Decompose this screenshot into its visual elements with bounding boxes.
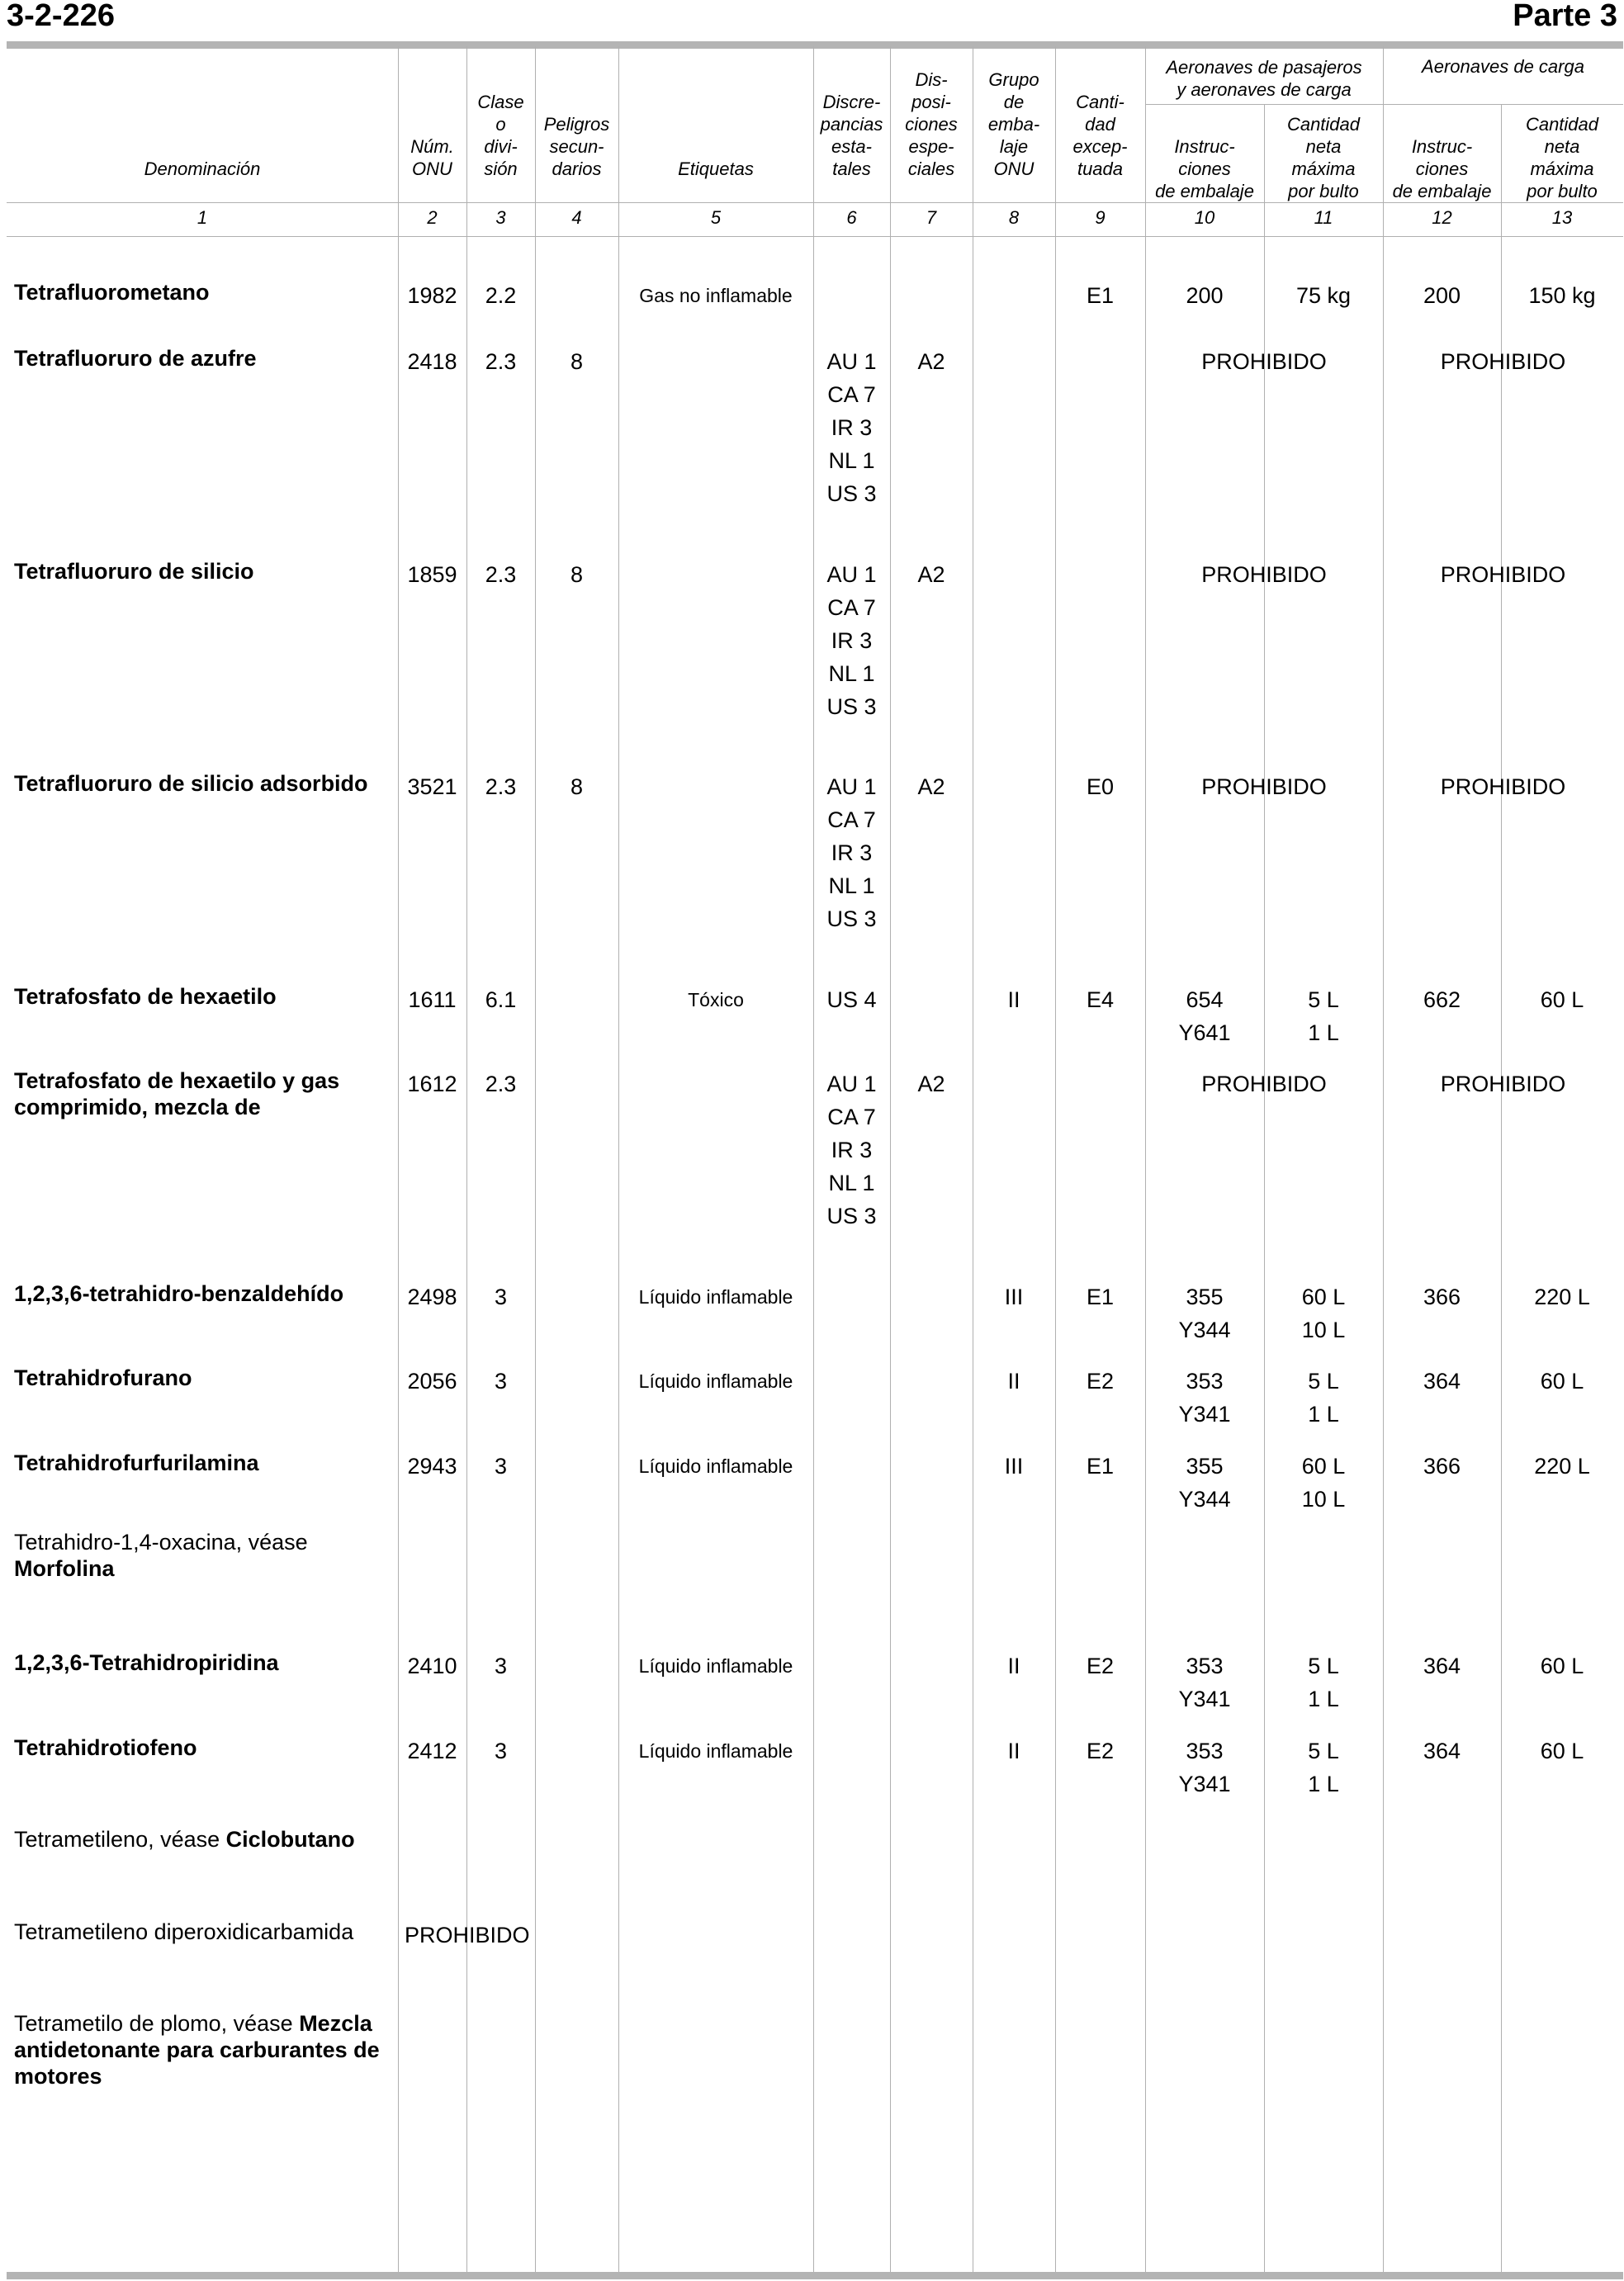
prohibited-cargo: PROHIBIDO	[1440, 562, 1566, 587]
hazard-label: Líquido inflamable	[638, 1286, 793, 1308]
un-number: 3521	[407, 774, 457, 799]
header-denominacion-text	[144, 158, 261, 180]
packing-instruction-cargo	[1383, 1734, 1501, 1768]
hazard-class: 3	[494, 1654, 508, 1678]
packing-instruction-cargo-line: 200	[1423, 283, 1461, 308]
max-quantity-pax	[1264, 1734, 1383, 1801]
substance-name-bold: Ciclobutano	[225, 1827, 355, 1852]
max-quantity-cargo	[1501, 1280, 1623, 1313]
header-cantidad-neta-pax	[1264, 107, 1383, 202]
max-quantity-pax-line: 10 L	[1301, 1318, 1346, 1342]
substance-name	[14, 1067, 394, 1120]
prohibited-cargo: PROHIBIDO	[1440, 774, 1566, 799]
hazard-class: 2.3	[485, 562, 517, 587]
max-quantity-pax	[1264, 1365, 1383, 1431]
max-quantity-cargo-line: 60 L	[1540, 1739, 1584, 1763]
header-cantidad-neta-cargo	[1501, 107, 1623, 202]
max-quantity-pax-line: 10 L	[1301, 1487, 1346, 1512]
header-cantidad-neta-pax-line: por bulto	[1288, 181, 1359, 201]
substance-name	[14, 983, 394, 1010]
max-quantity-cargo	[1501, 983, 1623, 1016]
packing-instruction-pax-line: Y341	[1178, 1687, 1231, 1711]
header-clase-line: divi-	[484, 136, 518, 157]
section-reference: 3-2-226	[7, 0, 115, 33]
packing-group: III	[1004, 1454, 1024, 1479]
column-divider	[1145, 46, 1146, 2272]
hazard-label: Líquido inflamable	[638, 1455, 793, 1477]
header-num-onu-line: ONU	[412, 159, 452, 179]
substance-name	[14, 1280, 394, 1307]
state-variations-line: CA 7	[827, 1105, 876, 1129]
column-divider	[1501, 104, 1502, 2272]
packing-instruction-pax	[1145, 983, 1264, 1049]
max-quantity-pax-line: 1 L	[1308, 1402, 1339, 1427]
excepted-quantity: E1	[1086, 1454, 1115, 1479]
header-etiquetas-line: Etiquetas	[678, 159, 754, 179]
header-disposiciones-line: ciales	[907, 159, 955, 179]
max-quantity-pax-line: 5 L	[1308, 1654, 1339, 1678]
header-clase-line: Clase	[477, 92, 524, 112]
header-cantidad-neta-cargo-line: máxima	[1530, 159, 1594, 179]
header-clase-line: o	[495, 114, 506, 135]
packing-instruction-cargo	[1383, 1649, 1501, 1682]
packing-instruction-pax	[1145, 1365, 1264, 1431]
prohibited-pax: PROHIBIDO	[1201, 774, 1327, 799]
column-divider	[1055, 46, 1056, 2272]
packing-instruction-pax-line: 355	[1186, 1454, 1224, 1479]
header-grupo	[973, 50, 1055, 180]
hazard-label: Tóxico	[688, 989, 744, 1010]
header-instrucciones-cargo-text	[1393, 135, 1492, 202]
un-number: 2943	[407, 1454, 457, 1479]
substance-name	[14, 558, 394, 584]
header-etiquetas-text	[678, 158, 754, 180]
excepted-quantity: E0	[1086, 774, 1115, 799]
column-number: 9	[1095, 207, 1106, 228]
state-variations	[813, 558, 890, 723]
prohibited-cargo: PROHIBIDO	[1440, 349, 1566, 374]
hazard-label: Líquido inflamable	[638, 1370, 793, 1392]
excepted-quantity: E1	[1086, 283, 1115, 308]
substance-name	[14, 1649, 394, 1676]
header-disposiciones-line: espe-	[908, 136, 954, 157]
header-disposiciones-text	[905, 69, 958, 180]
header-clase-text	[477, 91, 523, 180]
state-variations-line: NL 1	[828, 1171, 875, 1195]
header-cantidad-neta-pax-text	[1287, 113, 1360, 202]
hazard-class: 2.3	[485, 1072, 517, 1096]
packing-instruction-pax	[1145, 1280, 1264, 1346]
subsidiary-hazard: 8	[570, 562, 584, 587]
packing-group: II	[1007, 1654, 1020, 1678]
column-number: 1	[196, 207, 208, 228]
state-variations-line: AU 1	[826, 562, 877, 587]
state-variations-line: IR 3	[831, 415, 873, 440]
packing-instruction-pax	[1145, 1734, 1264, 1801]
packing-instruction-cargo	[1383, 983, 1501, 1016]
column-number: 2	[427, 207, 438, 228]
header-etiquetas	[618, 50, 813, 180]
state-variations-line: US 3	[826, 906, 877, 931]
max-quantity-pax	[1264, 1280, 1383, 1346]
max-quantity-cargo	[1501, 1450, 1623, 1483]
header-cantidad-exceptuada-line: Canti-	[1076, 92, 1124, 112]
header-instrucciones-pax-text	[1155, 135, 1254, 202]
state-variations-line: NL 1	[828, 661, 875, 686]
column-number: 10	[1194, 207, 1215, 228]
column-number: 3	[495, 207, 506, 228]
packing-group: II	[1007, 987, 1020, 1012]
header-cantidad-exceptuada-line: excep-	[1072, 136, 1128, 157]
hazard-class: 6.1	[485, 987, 517, 1012]
hazard-class: 3	[494, 1285, 508, 1309]
prohibited-cargo: PROHIBIDO	[1440, 1072, 1566, 1096]
hazard-class: 3	[494, 1454, 508, 1479]
column-divider	[398, 46, 399, 2272]
state-variations-line: US 4	[826, 987, 877, 1012]
un-number: 2498	[407, 1285, 457, 1309]
substance-name-bold: Tetrafluoruro de silicio	[14, 559, 254, 584]
packing-group: II	[1007, 1739, 1020, 1763]
packing-group: III	[1004, 1285, 1024, 1309]
max-quantity-pax-line: 5 L	[1308, 1739, 1339, 1763]
special-provisions: A2	[917, 774, 945, 799]
header-discrepancias-text	[821, 91, 883, 180]
substance-name: Tetrahidro-1,4-oxacina, véase Morfolina	[14, 1530, 308, 1581]
header-instrucciones-pax-line: ciones	[1178, 159, 1231, 179]
subsidiary-hazard: 8	[570, 349, 584, 374]
header-grupo-line: de	[1003, 92, 1025, 112]
header-discrepancias-line: pancias	[820, 114, 883, 135]
header-grupo-text	[988, 69, 1039, 180]
packing-instruction-pax-line: 654	[1186, 987, 1224, 1012]
substance-name-bold: Tetrafosfato de hexaetilo y gas comprimido, mezcla de	[14, 1068, 340, 1119]
header-grupo-line: laje	[999, 136, 1029, 157]
hazard-class: 3	[494, 1739, 508, 1763]
hazard-label: Líquido inflamable	[638, 1655, 793, 1677]
packing-instruction-cargo-line: 364	[1423, 1654, 1461, 1678]
header-num-onu-text	[410, 135, 454, 180]
column-number: 6	[846, 207, 857, 228]
max-quantity-cargo-line: 60 L	[1540, 1654, 1584, 1678]
state-variations-line: CA 7	[827, 595, 876, 620]
substance-name-bold: Tetrafluoruro de azufre	[14, 346, 257, 371]
header-group-carga	[1383, 48, 1623, 78]
max-quantity-cargo-line: 220 L	[1534, 1454, 1590, 1479]
header-cantidad-exceptuada-line: dad	[1085, 114, 1115, 135]
hazard-label: Gas no inflamable	[639, 285, 793, 306]
max-quantity-pax-line: 1 L	[1308, 1687, 1339, 1711]
substance-name	[14, 1450, 394, 1476]
hazard-label: Líquido inflamable	[638, 1740, 793, 1762]
header-cantidad-exceptuada-text	[1072, 91, 1127, 180]
substance-name-bold: Tetrahidrofurfurilamina	[14, 1450, 259, 1475]
special-provisions: A2	[917, 349, 945, 374]
header-num-onu-line: Núm.	[410, 136, 454, 157]
max-quantity-cargo-line: 150 kg	[1528, 283, 1596, 308]
state-variations-line: AU 1	[826, 774, 877, 799]
packing-instruction-pax-line: 355	[1186, 1285, 1224, 1309]
state-variations	[813, 345, 890, 510]
packing-instruction-pax-line: 353	[1186, 1739, 1224, 1763]
header-cantidad-neta-cargo-line: Cantidad	[1525, 114, 1599, 135]
state-variations-line: NL 1	[828, 873, 875, 898]
max-quantity-cargo	[1501, 1734, 1623, 1768]
column-number: 7	[926, 207, 937, 228]
header-group-pasajeros-text	[1166, 56, 1361, 101]
header-grupo-line: Grupo	[988, 69, 1039, 90]
column-number: 8	[1008, 207, 1020, 228]
packing-instruction-pax	[1145, 1450, 1264, 1516]
packing-instruction-cargo	[1383, 1365, 1501, 1398]
packing-instruction-pax-line: Y344	[1178, 1318, 1231, 1342]
substance-name-bold: Tetrafluoruro de silicio adsorbido	[14, 771, 368, 796]
header-peligros-line: darios	[552, 159, 602, 179]
prohibited-pax: PROHIBIDO	[1201, 562, 1327, 587]
excepted-quantity: E2	[1086, 1369, 1115, 1394]
substance-name-bold: Mezcla antidetonante para carburantes de motores	[14, 2011, 380, 2089]
packing-instruction-pax-line: Y641	[1178, 1020, 1231, 1045]
packing-instruction-cargo-line: 364	[1423, 1739, 1461, 1763]
header-group-carga-line: Aeronaves de carga	[1422, 56, 1584, 77]
column-divider	[890, 46, 891, 2272]
substance-name	[14, 1734, 394, 1761]
packing-instruction-cargo-line: 364	[1423, 1369, 1461, 1394]
state-variations-line: AU 1	[826, 1072, 877, 1096]
header-cantidad-neta-cargo-line: neta	[1544, 136, 1580, 157]
substance-name	[14, 770, 394, 797]
hazard-class: 2.2	[485, 283, 517, 308]
substance-name: Tetrametileno diperoxidicarbamida	[14, 1919, 354, 1944]
un-number: 1859	[407, 562, 457, 587]
un-number: 1611	[408, 987, 457, 1012]
packing-instruction-cargo	[1383, 279, 1501, 312]
max-quantity-pax	[1264, 983, 1383, 1049]
prohibited-pax: PROHIBIDO	[1201, 349, 1327, 374]
header-cantidad-neta-pax-line: máxima	[1291, 159, 1356, 179]
header-disposiciones-line: posi-	[911, 92, 951, 112]
substance-name-bold: Tetrahidrofurano	[14, 1365, 192, 1390]
header-cantidad-exceptuada	[1055, 50, 1145, 180]
packing-instruction-pax-line: Y341	[1178, 1772, 1231, 1796]
header-discrepancias-line: Discre-	[822, 92, 881, 112]
state-variations-line: AU 1	[826, 349, 877, 374]
header-grupo-line: ONU	[993, 159, 1035, 179]
packing-instruction-pax-line: Y341	[1178, 1402, 1231, 1427]
state-variations-line: IR 3	[831, 628, 873, 653]
header-denominacion	[7, 50, 398, 180]
substance-name-bold: Tetrahidrotiofeno	[14, 1735, 197, 1760]
state-variations	[813, 770, 890, 935]
header-instrucciones-pax-line: de embalaje	[1155, 181, 1254, 201]
group-divider	[1145, 104, 1623, 105]
packing-group: II	[1007, 1369, 1020, 1394]
prohibited-pax: PROHIBIDO	[1201, 1072, 1327, 1096]
header-discrepancias-line: tales	[832, 159, 871, 179]
substance-name-bold: 1,2,3,6-tetrahidro-benzaldehído	[14, 1281, 344, 1306]
header-disposiciones	[890, 50, 973, 180]
substance-name-bold: Morfolina	[14, 1556, 115, 1581]
header-clase	[466, 50, 535, 180]
hazard-class: 2.3	[485, 349, 517, 374]
substance-name	[14, 1365, 394, 1391]
header-discrepancias-line: esta-	[831, 136, 872, 157]
special-provisions: A2	[917, 1072, 945, 1096]
column-number: 13	[1551, 207, 1573, 228]
max-quantity-pax	[1264, 279, 1383, 312]
header-peligros-line: secun-	[549, 136, 604, 157]
max-quantity-pax	[1264, 1450, 1383, 1516]
column-number: 5	[710, 207, 722, 228]
un-number: 2418	[407, 349, 457, 374]
header-instrucciones-cargo-line: ciones	[1415, 159, 1469, 179]
state-variations-line: US 3	[826, 1204, 877, 1228]
un-number: 2410	[407, 1654, 457, 1678]
header-group-carga-text	[1422, 55, 1584, 78]
max-quantity-pax-line: 60 L	[1301, 1285, 1346, 1309]
header-disposiciones-line: ciones	[905, 114, 958, 135]
substance-name-bold: 1,2,3,6-Tetrahidropiridina	[14, 1650, 279, 1675]
un-number: 2412	[407, 1739, 457, 1763]
packing-instruction-pax-line: 353	[1186, 1654, 1224, 1678]
header-cantidad-neta-pax-line: neta	[1305, 136, 1342, 157]
header-instrucciones-cargo-line: Instruc-	[1411, 136, 1473, 157]
column-divider	[535, 46, 536, 2272]
column-divider	[618, 46, 619, 2272]
max-quantity-cargo	[1501, 1365, 1623, 1398]
header-cantidad-exceptuada-line: tuada	[1077, 159, 1124, 179]
max-quantity-cargo	[1501, 1649, 1623, 1682]
packing-instruction-pax	[1145, 279, 1264, 312]
packing-instruction-cargo-line: 662	[1423, 987, 1461, 1012]
packing-instruction-pax-line: 353	[1186, 1369, 1224, 1394]
column-number-divider	[7, 236, 1623, 237]
header-divider	[7, 202, 1623, 203]
header-cantidad-neta-cargo-text	[1526, 113, 1598, 202]
packing-instruction-cargo	[1383, 1450, 1501, 1483]
substance-name	[14, 345, 394, 371]
packing-instruction-pax	[1145, 1649, 1264, 1715]
special-provisions: A2	[917, 562, 945, 587]
header-discrepancias	[813, 50, 890, 180]
header-group-pasajeros-line: Aeronaves de pasajeros	[1166, 57, 1362, 78]
state-variations-line: NL 1	[828, 448, 875, 473]
max-quantity-cargo-line: 220 L	[1534, 1285, 1590, 1309]
max-quantity-cargo-line: 60 L	[1540, 987, 1584, 1012]
max-quantity-cargo	[1501, 279, 1623, 312]
hazard-class: 2.3	[485, 774, 517, 799]
header-group-pasajeros	[1145, 48, 1383, 101]
excepted-quantity: E2	[1086, 1654, 1115, 1678]
column-number: 11	[1314, 207, 1333, 228]
header-cantidad-neta-pax-line: Cantidad	[1286, 114, 1361, 135]
header-disposiciones-line: Dis-	[915, 69, 948, 90]
prohibited-row: PROHIBIDO	[405, 1923, 530, 1947]
column-number: 12	[1432, 207, 1452, 228]
subsidiary-hazard: 8	[570, 774, 584, 799]
substance-name-bold: Tetrafluorometano	[14, 280, 210, 305]
hazard-class: 3	[494, 1369, 508, 1394]
un-number: 1612	[407, 1072, 457, 1096]
max-quantity-pax-line: 5 L	[1308, 1369, 1339, 1394]
substance-name: Tetrametileno, véase Ciclobutano	[14, 1827, 355, 1852]
state-variations-line: IR 3	[831, 1138, 873, 1162]
header-cantidad-neta-cargo-line: por bulto	[1527, 181, 1598, 201]
max-quantity-pax	[1264, 1649, 1383, 1715]
packing-instruction-cargo	[1383, 1280, 1501, 1313]
part-label: Parte 3	[1513, 0, 1617, 33]
header-num-onu	[398, 50, 466, 180]
header-clase-line: sión	[484, 159, 518, 179]
substance-name-bold: Tetrafosfato de hexaetilo	[14, 984, 277, 1009]
state-variations	[813, 1067, 890, 1233]
header-instrucciones-cargo	[1383, 107, 1501, 202]
packing-instruction-pax-line: 200	[1186, 283, 1224, 308]
max-quantity-pax-line: 75 kg	[1295, 283, 1352, 308]
header-peligros-text	[544, 113, 609, 180]
substance-name	[14, 279, 394, 305]
un-number: 1982	[407, 283, 457, 308]
max-quantity-pax-line: 1 L	[1308, 1772, 1339, 1796]
column-divider	[1264, 104, 1265, 2272]
header-instrucciones-pax	[1145, 107, 1264, 202]
packing-instruction-cargo-line: 366	[1423, 1454, 1461, 1479]
header-denominacion-line: Denominación	[144, 159, 261, 179]
excepted-quantity: E4	[1086, 987, 1115, 1012]
packing-instruction-cargo-line: 366	[1423, 1285, 1461, 1309]
column-divider	[1383, 46, 1384, 2272]
state-variations-line: CA 7	[827, 382, 876, 407]
state-variations-line: US 3	[826, 481, 877, 506]
state-variations-line: IR 3	[831, 840, 873, 865]
max-quantity-pax-line: 1 L	[1308, 1020, 1339, 1045]
excepted-quantity: E1	[1086, 1285, 1115, 1309]
column-number: 4	[571, 207, 582, 228]
header-grupo-line: emba-	[987, 114, 1040, 135]
max-quantity-pax-line: 5 L	[1308, 987, 1339, 1012]
header-instrucciones-cargo-line: de embalaje	[1392, 181, 1492, 201]
excepted-quantity: E2	[1086, 1739, 1115, 1763]
state-variations-line: CA 7	[827, 807, 876, 832]
max-quantity-cargo-line: 60 L	[1540, 1369, 1584, 1394]
un-number: 2056	[407, 1369, 457, 1394]
substance-name: Tetrametilo de plomo, véase Mezcla antidetonante para carburantes de motores	[14, 2011, 380, 2089]
packing-instruction-pax-line: Y344	[1178, 1487, 1231, 1512]
header-peligros	[535, 50, 618, 180]
state-variations-line: US 3	[826, 694, 877, 719]
header-peligros-line: Peligros	[543, 114, 610, 135]
header-group-pasajeros-line: y aeronaves de carga	[1177, 79, 1352, 100]
header-instrucciones-pax-line: Instruc-	[1174, 136, 1235, 157]
state-variations	[813, 983, 890, 1016]
bottom-rule	[7, 2272, 1623, 2279]
max-quantity-pax-line: 60 L	[1301, 1454, 1346, 1479]
